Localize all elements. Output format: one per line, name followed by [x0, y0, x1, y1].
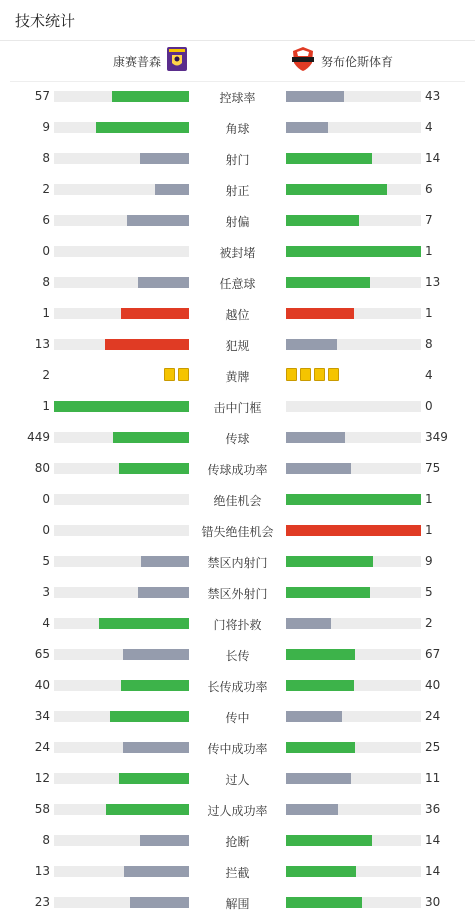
- home-bar: [112, 91, 189, 102]
- home-bar-track: [54, 463, 189, 474]
- away-bar: [286, 711, 342, 722]
- stat-label: 长传: [225, 649, 250, 663]
- home-bar-track: [54, 556, 189, 567]
- home-bar: [140, 153, 189, 164]
- home-bar: [123, 742, 189, 753]
- away-bar: [286, 432, 345, 443]
- stat-row: [0, 391, 475, 422]
- stat-row: [0, 732, 475, 763]
- home-value: 40: [34, 678, 50, 692]
- stat-row: [0, 453, 475, 484]
- stat-label: 绝佳机会: [213, 494, 262, 508]
- away-value: 6: [425, 182, 433, 196]
- away-value: 40: [425, 678, 441, 692]
- away-bar-track: [286, 897, 421, 908]
- yellow-card-icon: [164, 368, 175, 381]
- away-bar: [286, 649, 355, 660]
- away-value: 8: [425, 337, 433, 351]
- stat-row: [0, 236, 475, 267]
- home-bar-track: [54, 215, 189, 226]
- home-value: 0: [42, 244, 50, 258]
- home-bar-track: [54, 184, 189, 195]
- away-bar-track: [286, 556, 421, 567]
- away-value: 1: [425, 492, 433, 506]
- away-value: 5: [425, 585, 433, 599]
- home-bar-track: [54, 308, 189, 319]
- away-bar: [286, 246, 421, 257]
- away-team-name: 努布伦斯体育: [321, 54, 394, 69]
- away-value: 1: [425, 523, 433, 537]
- home-bar-track: [54, 773, 189, 784]
- home-bar-track: [54, 494, 189, 505]
- away-bar-track: [286, 184, 421, 195]
- home-bar-track: [54, 339, 189, 350]
- home-bar-track: [54, 649, 189, 660]
- away-bar: [286, 277, 370, 288]
- away-bar-track: [286, 711, 421, 722]
- away-bar: [286, 122, 328, 133]
- home-bar-track: [54, 897, 189, 908]
- away-bar-track: [286, 618, 421, 629]
- home-team-name: 康赛普森: [112, 54, 161, 69]
- stat-label: 射偏: [225, 215, 250, 229]
- home-bar-track: [54, 618, 189, 629]
- away-value: 14: [425, 151, 441, 165]
- home-bar: [121, 680, 189, 691]
- stat-label: 射门: [225, 153, 250, 167]
- stat-label: 犯规: [225, 339, 250, 353]
- away-bar-track: [286, 525, 421, 536]
- stat-label: 长传成功率: [207, 680, 268, 694]
- stat-row: [0, 577, 475, 608]
- away-value: 7: [425, 213, 433, 227]
- away-value: 2: [425, 616, 433, 630]
- stat-label: 抢断: [225, 835, 250, 849]
- home-bar: [96, 122, 189, 133]
- stat-row: [0, 360, 475, 391]
- home-value: 5: [42, 554, 50, 568]
- home-value: 13: [34, 864, 50, 878]
- stat-label: 控球率: [219, 91, 256, 105]
- away-bar: [286, 742, 355, 753]
- away-bar: [286, 804, 338, 815]
- header-divider: [0, 40, 475, 41]
- home-bar: [130, 897, 189, 908]
- away-value: 25: [425, 740, 441, 754]
- away-bar-track: [286, 804, 421, 815]
- home-bar-track: [54, 432, 189, 443]
- stat-row: [0, 887, 475, 918]
- home-bar-track: [54, 835, 189, 846]
- away-value: 14: [425, 864, 441, 878]
- away-bar-track: [286, 680, 421, 691]
- home-bar: [106, 804, 189, 815]
- away-bar: [286, 494, 421, 505]
- away-bar-track: [286, 587, 421, 598]
- home-yellow-cards: [164, 368, 189, 381]
- home-value: 2: [42, 368, 50, 382]
- home-bar: [123, 649, 189, 660]
- away-bar: [286, 91, 344, 102]
- home-bar: [140, 835, 189, 846]
- home-value: 0: [42, 523, 50, 537]
- teams-header: [0, 48, 475, 76]
- stat-row: [0, 856, 475, 887]
- home-value: 9: [42, 120, 50, 134]
- home-team[interactable]: [113, 48, 188, 74]
- away-bar-track: [286, 835, 421, 846]
- stat-label: 门将扑救: [213, 618, 262, 632]
- stat-row: [0, 143, 475, 174]
- yellow-card-icon: [328, 368, 339, 381]
- home-bar-track: [54, 680, 189, 691]
- home-bar: [105, 339, 189, 350]
- away-value: 14: [425, 833, 441, 847]
- home-bar: [119, 773, 189, 784]
- home-value: 6: [42, 213, 50, 227]
- stat-label: 射正: [225, 184, 250, 198]
- away-value: 0: [425, 399, 433, 413]
- home-value: 24: [34, 740, 50, 754]
- away-bar: [286, 525, 421, 536]
- stat-label: 被封堵: [219, 246, 256, 260]
- stat-row: [0, 825, 475, 856]
- away-bar-track: [286, 215, 421, 226]
- stat-row: [0, 298, 475, 329]
- away-value: 1: [425, 306, 433, 320]
- away-bar: [286, 215, 359, 226]
- home-bar-track: [54, 122, 189, 133]
- stat-label: 过人成功率: [207, 804, 268, 818]
- away-bar-track: [286, 246, 421, 257]
- home-value: 12: [34, 771, 50, 785]
- stat-row: [0, 267, 475, 298]
- home-bar: [138, 587, 189, 598]
- stat-label: 解围: [225, 897, 250, 911]
- away-bar-track: [286, 649, 421, 660]
- away-bar-track: [286, 463, 421, 474]
- stat-label: 击中门框: [213, 401, 262, 415]
- home-bar: [155, 184, 189, 195]
- home-bar-track: [54, 277, 189, 288]
- home-bar-track: [54, 401, 189, 412]
- away-value: 24: [425, 709, 441, 723]
- away-bar: [286, 618, 331, 629]
- home-bar: [113, 432, 189, 443]
- yellow-card-icon: [178, 368, 189, 381]
- stat-label: 传中: [225, 711, 250, 725]
- yellow-card-icon: [300, 368, 311, 381]
- away-team[interactable]: [290, 48, 393, 74]
- stat-label: 拦截: [225, 866, 250, 880]
- away-bar: [286, 556, 373, 567]
- home-value: 23: [34, 895, 50, 909]
- stat-row: [0, 329, 475, 360]
- home-value: 8: [42, 151, 50, 165]
- home-bar: [127, 215, 189, 226]
- away-bar: [286, 835, 372, 846]
- stat-label: 传中成功率: [207, 742, 268, 756]
- home-bar-track: [54, 246, 189, 257]
- away-bar-track: [286, 277, 421, 288]
- home-value: 80: [34, 461, 50, 475]
- stat-label: 传球: [225, 432, 250, 446]
- home-bar: [54, 401, 189, 412]
- away-bar-track: [286, 91, 421, 102]
- away-bar-track: [286, 866, 421, 877]
- stat-label: 任意球: [219, 277, 256, 291]
- yellow-card-icon: [314, 368, 325, 381]
- stat-row: [0, 701, 475, 732]
- page-title: 技术统计: [15, 12, 76, 30]
- stat-row: [0, 515, 475, 546]
- stat-label: 角球: [225, 122, 250, 136]
- stat-row: [0, 639, 475, 670]
- home-value: 34: [34, 709, 50, 723]
- away-value: 4: [425, 368, 433, 382]
- away-yellow-cards: [286, 368, 339, 381]
- stat-label: 过人: [225, 773, 250, 787]
- away-bar: [286, 680, 354, 691]
- stat-row: [0, 81, 475, 112]
- away-bar: [286, 308, 354, 319]
- away-bar: [286, 773, 351, 784]
- away-bar-track: [286, 122, 421, 133]
- away-value: 67: [425, 647, 441, 661]
- home-value: 2: [42, 182, 50, 196]
- home-value: 58: [34, 802, 50, 816]
- away-bar: [286, 339, 337, 350]
- home-bar: [124, 866, 189, 877]
- stat-row: [0, 484, 475, 515]
- home-value: 3: [42, 585, 50, 599]
- away-bar: [286, 866, 356, 877]
- stat-label: 禁区内射门: [207, 556, 268, 570]
- away-bar-track: [286, 432, 421, 443]
- home-bar: [138, 277, 189, 288]
- stat-row: [0, 422, 475, 453]
- stat-row: [0, 763, 475, 794]
- home-value: 8: [42, 275, 50, 289]
- home-bar-track: [54, 711, 189, 722]
- home-value: 13: [34, 337, 50, 351]
- home-value: 1: [42, 399, 50, 413]
- home-bar-track: [54, 742, 189, 753]
- away-bar-track: [286, 401, 421, 412]
- away-team-crest-icon: [290, 46, 316, 76]
- stat-row: [0, 608, 475, 639]
- stat-row: [0, 205, 475, 236]
- stat-row: [0, 794, 475, 825]
- stat-label: 黄牌: [225, 370, 250, 384]
- away-bar: [286, 463, 351, 474]
- away-bar-track: [286, 308, 421, 319]
- away-value: 75: [425, 461, 441, 475]
- home-bar-track: [54, 525, 189, 536]
- home-team-crest-icon: [166, 46, 188, 76]
- away-bar: [286, 897, 362, 908]
- home-bar: [119, 463, 189, 474]
- home-value: 1: [42, 306, 50, 320]
- away-value: 43: [425, 89, 441, 103]
- away-bar-track: [286, 742, 421, 753]
- away-value: 4: [425, 120, 433, 134]
- home-bar-track: [54, 804, 189, 815]
- stats-list: [0, 81, 475, 918]
- home-bar-track: [54, 866, 189, 877]
- away-bar-track: [286, 773, 421, 784]
- home-bar: [99, 618, 189, 629]
- away-bar: [286, 587, 370, 598]
- home-bar-track: [54, 153, 189, 164]
- away-value: 11: [425, 771, 441, 785]
- away-value: 9: [425, 554, 433, 568]
- away-value: 1: [425, 244, 433, 258]
- away-value: 349: [425, 430, 448, 444]
- away-value: 36: [425, 802, 441, 816]
- away-bar: [286, 184, 387, 195]
- away-bar-track: [286, 339, 421, 350]
- away-bar-track: [286, 153, 421, 164]
- stat-label: 错失绝佳机会: [201, 525, 274, 539]
- yellow-card-icon: [286, 368, 297, 381]
- away-bar: [286, 153, 372, 164]
- stat-row: [0, 670, 475, 701]
- away-bar-track: [286, 494, 421, 505]
- home-value: 65: [34, 647, 50, 661]
- home-value: 449: [27, 430, 50, 444]
- stat-row: [0, 112, 475, 143]
- home-bar: [121, 308, 189, 319]
- home-bar: [110, 711, 189, 722]
- stat-row: [0, 174, 475, 205]
- stat-row: [0, 546, 475, 577]
- home-value: 4: [42, 616, 50, 630]
- home-bar: [141, 556, 189, 567]
- stat-label: 传球成功率: [207, 463, 268, 477]
- home-value: 0: [42, 492, 50, 506]
- away-value: 13: [425, 275, 441, 289]
- stat-label: 禁区外射门: [207, 587, 268, 601]
- home-bar-track: [54, 587, 189, 598]
- home-value: 8: [42, 833, 50, 847]
- stat-label: 越位: [225, 308, 250, 322]
- home-value: 57: [34, 89, 50, 103]
- home-bar-track: [54, 91, 189, 102]
- away-value: 30: [425, 895, 441, 909]
